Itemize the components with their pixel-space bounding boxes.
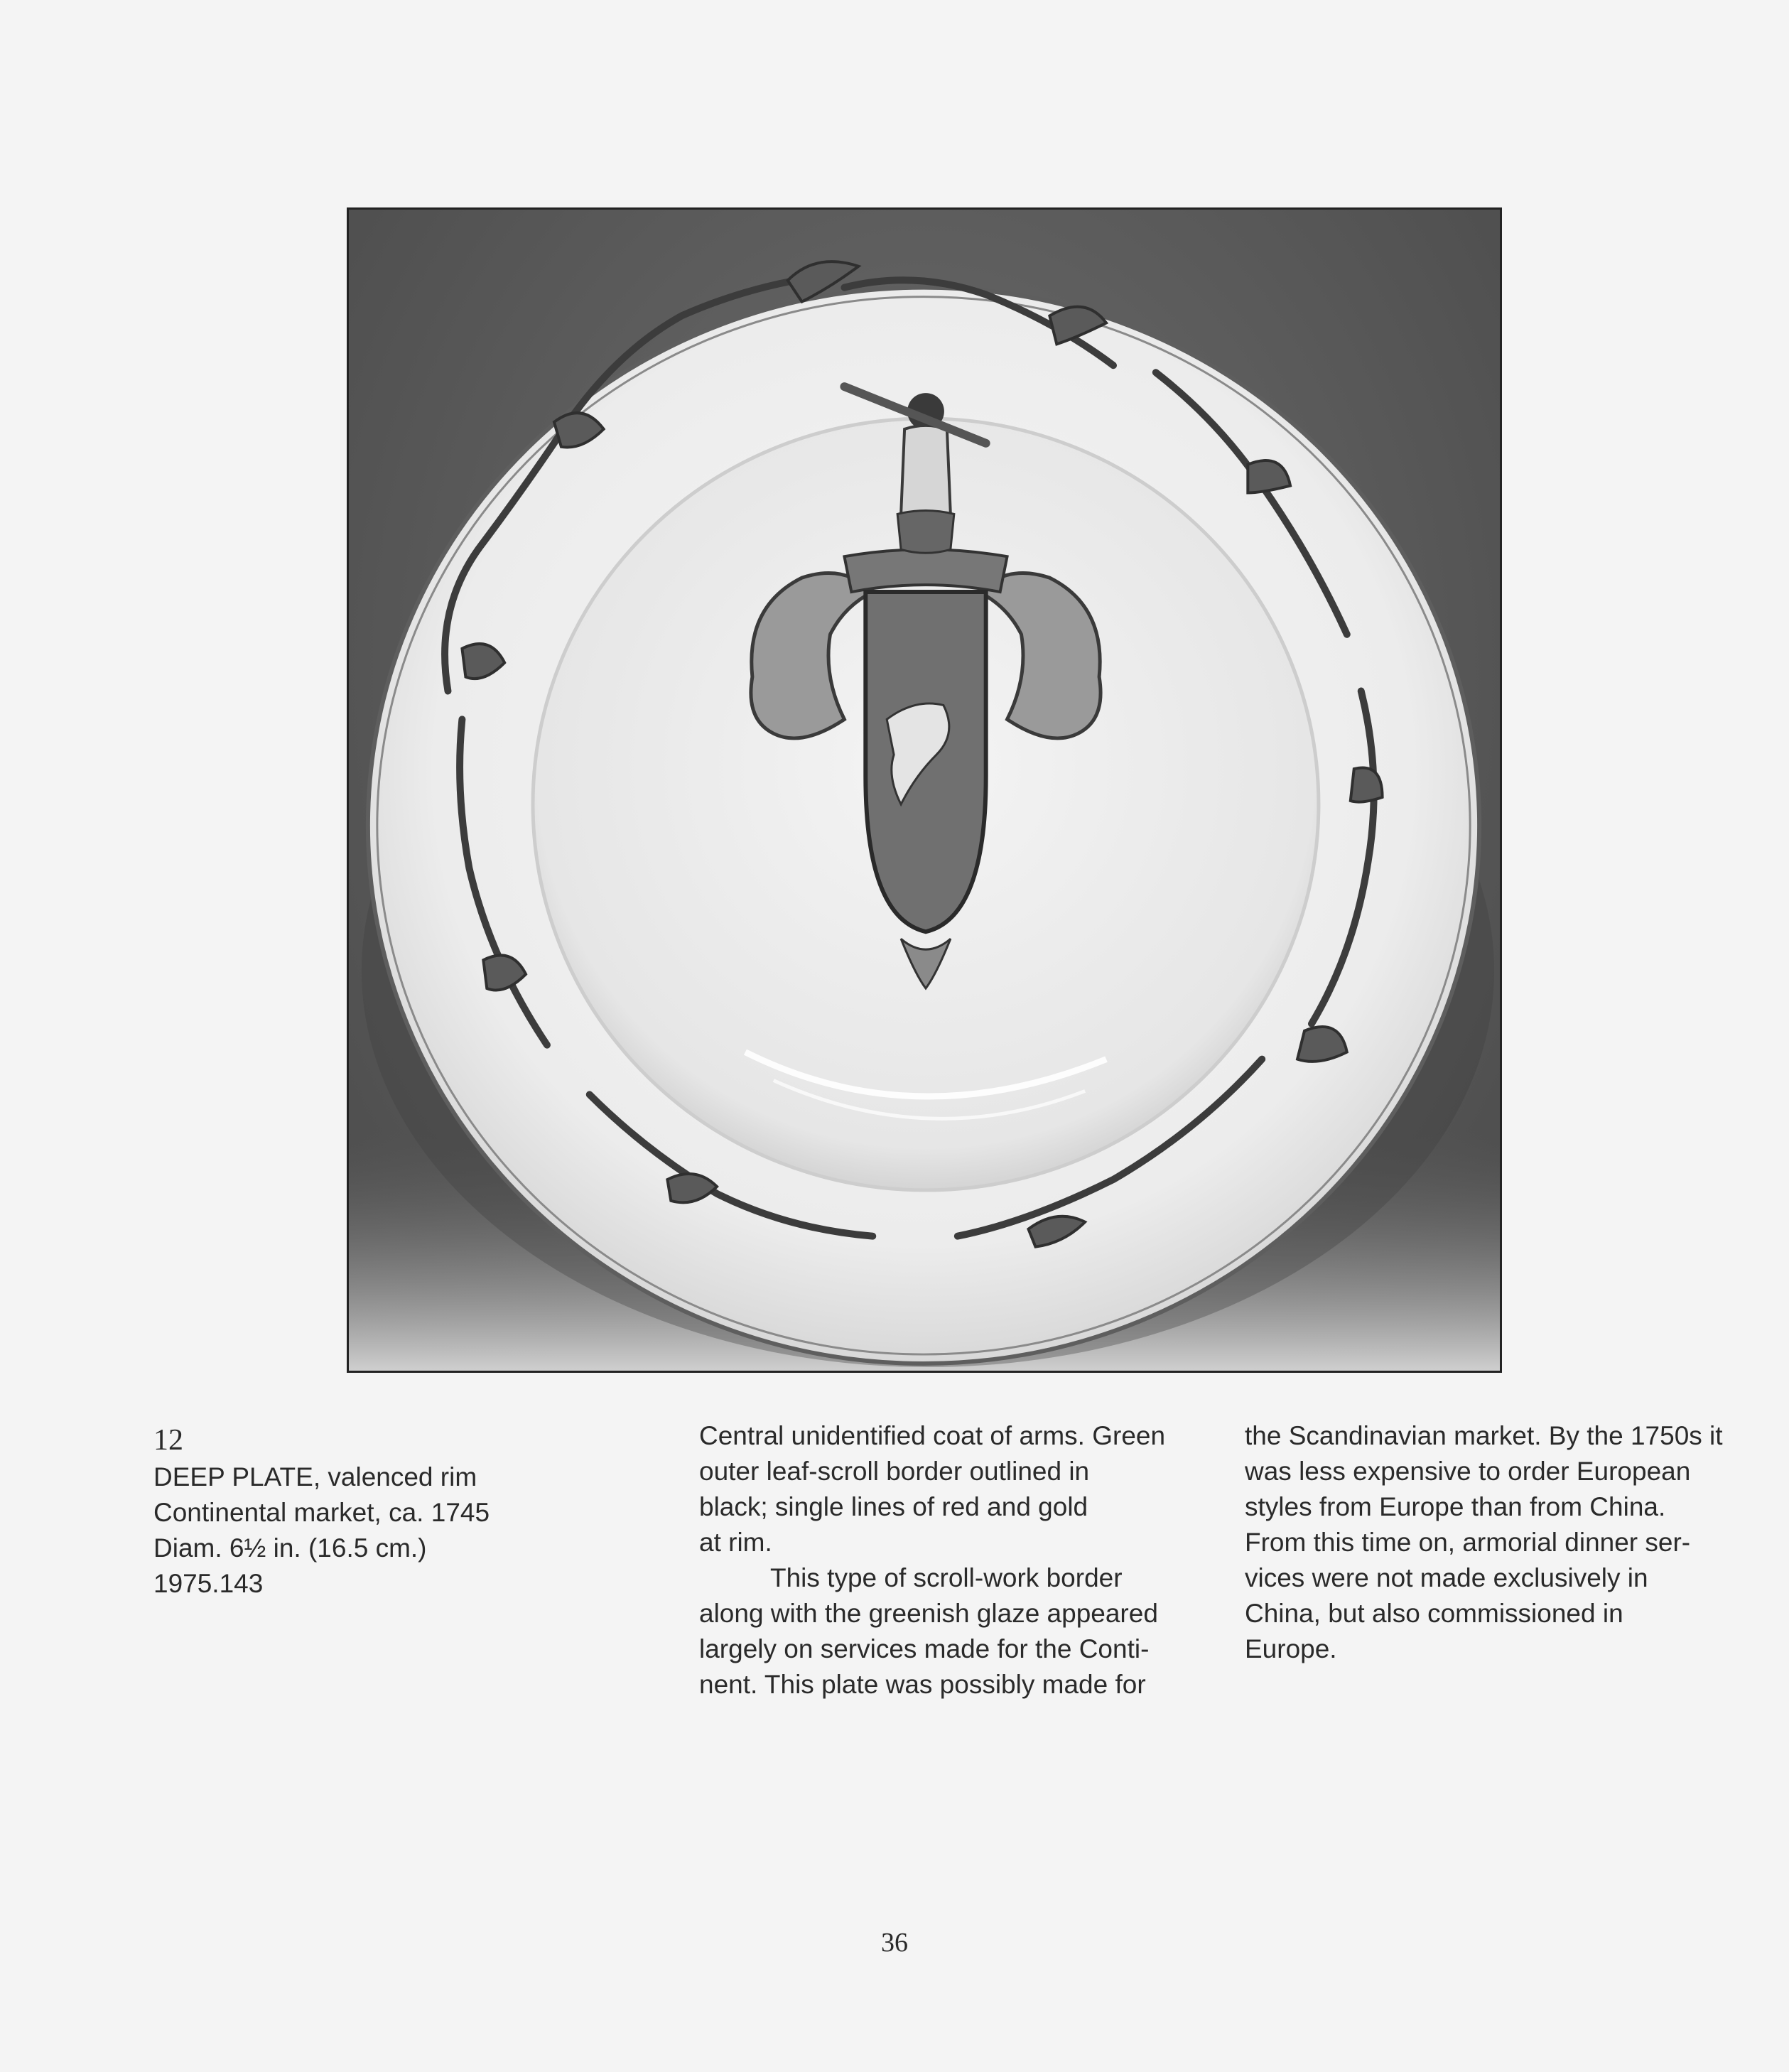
text-line: nent. This plate was possibly made for	[699, 1670, 1146, 1699]
text-line: This type of scroll-work border	[770, 1563, 1123, 1592]
text-line: styles from Europe than from China.	[1245, 1492, 1666, 1521]
description-column-1	[699, 1418, 1196, 1703]
plate-photograph	[347, 207, 1502, 1373]
text-line: the Scandinavian market. By the 1750s it	[1245, 1421, 1723, 1450]
text-line: was less expensive to order European	[1245, 1457, 1691, 1486]
text-line: black; single lines of red and gold	[699, 1492, 1088, 1521]
caption-line: Diam. 6½ in. (16.5 cm.)	[153, 1533, 427, 1563]
text-line: at rim.	[699, 1528, 772, 1557]
text-line: China, but also commissioned in	[1245, 1599, 1623, 1628]
text-line: along with the greenish glaze appeared	[699, 1599, 1158, 1628]
text-line: largely on services made for the Conti-	[699, 1634, 1150, 1663]
page-number: 36	[881, 1928, 908, 1958]
text-line: From this time on, armorial dinner ser-	[1245, 1528, 1691, 1557]
caption-line: 1975.143	[153, 1569, 264, 1598]
text-line: outer leaf-scroll border outlined in	[699, 1457, 1090, 1486]
text-line: Europe.	[1245, 1634, 1337, 1663]
catalog-number: 12	[153, 1424, 183, 1457]
text-line: Central unidentified coat of arms. Green	[699, 1421, 1166, 1450]
text-line: vices were not made exclusively in	[1245, 1563, 1648, 1592]
description-column-2	[1245, 1418, 1742, 1667]
caption-line: Continental market, ca. 1745	[153, 1498, 490, 1527]
caption-line: DEEP PLATE, valenced rim	[153, 1462, 477, 1491]
catalog-caption	[153, 1423, 551, 1602]
